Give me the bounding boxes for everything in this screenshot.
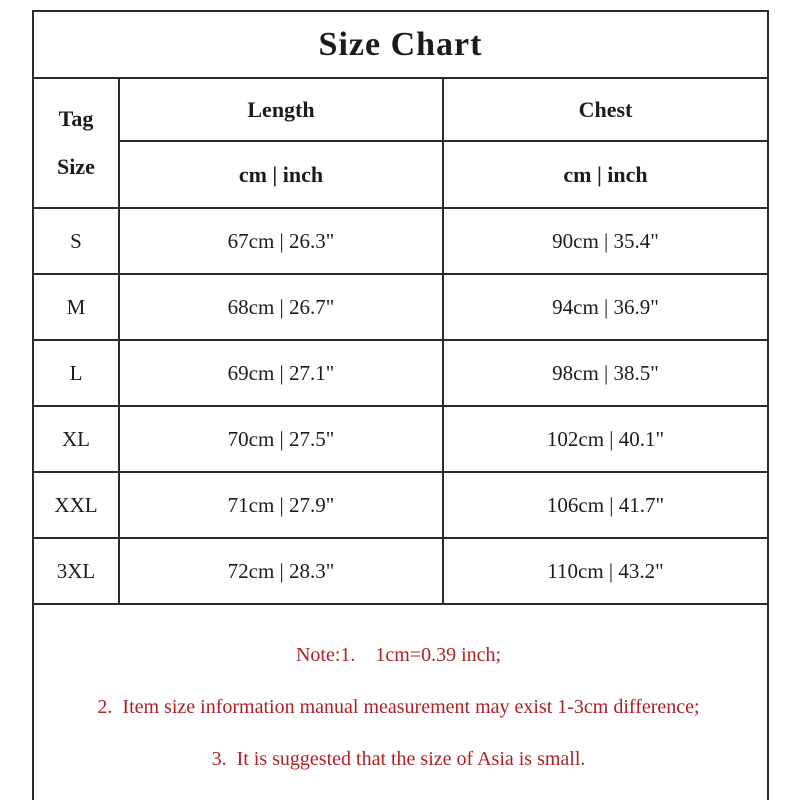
length-value: 67cm | 26.3" bbox=[119, 208, 443, 274]
tag-size-label bbox=[35, 106, 117, 180]
notes-section bbox=[33, 604, 768, 800]
chest-column-header: Chest bbox=[443, 78, 768, 141]
size-label: Size bbox=[57, 154, 95, 179]
length-value: 70cm | 27.5" bbox=[119, 406, 443, 472]
table-row bbox=[33, 208, 768, 274]
table-row bbox=[33, 340, 768, 406]
tag-label: Tag bbox=[58, 106, 94, 131]
chest-value: 94cm | 36.9" bbox=[443, 274, 768, 340]
chest-value: 90cm | 35.4" bbox=[443, 208, 768, 274]
length-value: 71cm | 27.9" bbox=[119, 472, 443, 538]
size-cell: XXL bbox=[33, 472, 119, 538]
length-units-header: cm | inch bbox=[119, 141, 443, 208]
table-row bbox=[33, 538, 768, 604]
length-value: 68cm | 26.7" bbox=[119, 274, 443, 340]
page-title: Size Chart bbox=[33, 11, 768, 78]
size-cell: M bbox=[33, 274, 119, 340]
tag-size-header bbox=[33, 78, 119, 208]
note-line: 3. It is suggested that the size of Asia is small. bbox=[211, 747, 586, 770]
length-value: 69cm | 27.1" bbox=[119, 340, 443, 406]
table-row bbox=[33, 274, 768, 340]
units-row bbox=[33, 141, 768, 208]
header-row bbox=[33, 78, 768, 141]
chest-value: 98cm | 38.5" bbox=[443, 340, 768, 406]
note-line: Note:1. 1cm=0.39 inch; bbox=[295, 643, 502, 666]
chest-value: 110cm | 43.2" bbox=[443, 538, 768, 604]
length-value: 72cm | 28.3" bbox=[119, 538, 443, 604]
size-chart-table bbox=[32, 10, 769, 800]
length-column-header: Length bbox=[119, 78, 443, 141]
chest-value: 106cm | 41.7" bbox=[443, 472, 768, 538]
chest-units-header: cm | inch bbox=[443, 141, 768, 208]
title-row bbox=[33, 11, 768, 78]
size-cell: 3XL bbox=[33, 538, 119, 604]
chest-value: 102cm | 40.1" bbox=[443, 406, 768, 472]
notes-row bbox=[33, 604, 768, 800]
size-cell: L bbox=[33, 340, 119, 406]
note-line: 2. Item size information manual measurement may exist 1-3cm difference; bbox=[97, 695, 700, 718]
size-cell: XL bbox=[33, 406, 119, 472]
table-row bbox=[33, 406, 768, 472]
size-cell: S bbox=[33, 208, 119, 274]
table-row bbox=[33, 472, 768, 538]
